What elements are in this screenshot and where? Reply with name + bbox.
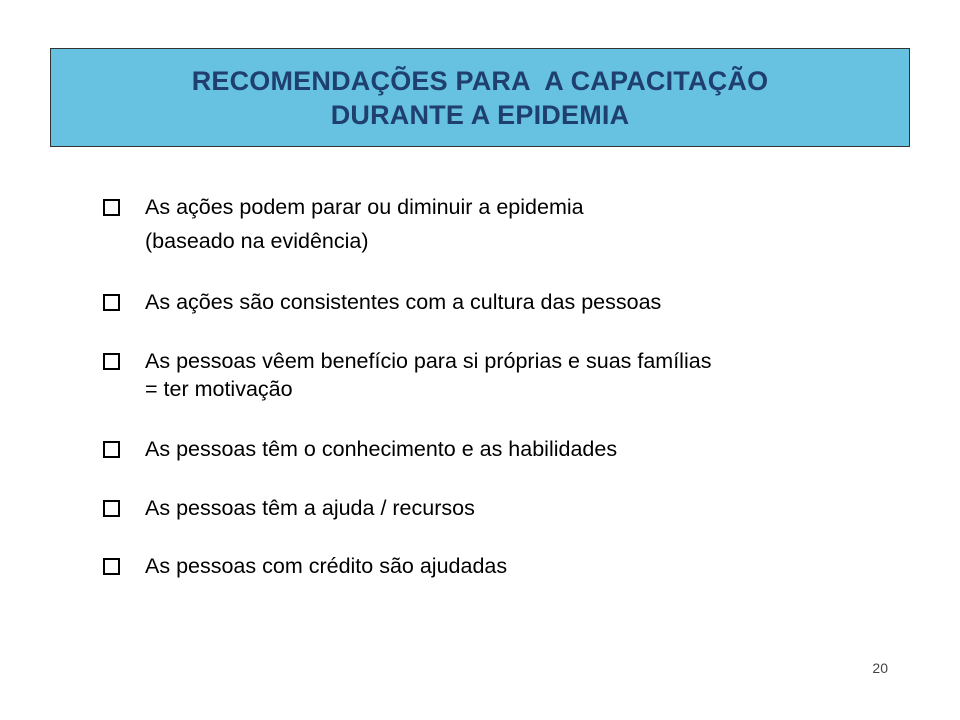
bullet-continuation-line: (baseado na evidência) bbox=[145, 229, 369, 253]
bullet-text bbox=[145, 346, 711, 405]
bullet-text bbox=[145, 434, 617, 465]
bullet-text bbox=[145, 287, 661, 318]
bullet-item-4 bbox=[103, 434, 903, 465]
hollow-square-bullet-icon bbox=[103, 199, 120, 216]
bullet-line: As pessoas têm a ajuda / recursos bbox=[145, 496, 475, 520]
bullet-text bbox=[145, 551, 507, 582]
bullet-line: As pessoas vêem benefício para si próprias e suas famílias bbox=[145, 349, 712, 373]
hollow-square-bullet-icon bbox=[103, 441, 120, 458]
hollow-square-bullet-icon bbox=[103, 294, 120, 311]
page-number: 20 bbox=[872, 660, 888, 676]
slide-title-line-2: DURANTE A EPIDEMIA bbox=[330, 99, 630, 130]
hollow-square-bullet-icon bbox=[103, 558, 120, 575]
bullet-line: As pessoas com crédito são ajudadas bbox=[145, 554, 508, 578]
bullet-item-1 bbox=[103, 192, 903, 257]
title-banner bbox=[50, 48, 910, 147]
bullet-line: As pessoas têm o conhecimento e as habilidades bbox=[145, 437, 618, 461]
bullet-item-2 bbox=[103, 287, 903, 318]
bullet-continuation-line: = ter motivação bbox=[145, 377, 293, 401]
bullet-item-5 bbox=[103, 493, 903, 524]
bullet-line: As ações podem parar ou diminuir a epidemia bbox=[145, 195, 584, 219]
bullet-item-6 bbox=[103, 551, 903, 582]
hollow-square-bullet-icon bbox=[103, 500, 120, 517]
bullet-text bbox=[145, 493, 475, 524]
bullet-line: As ações são consistentes com a cultura das pessoas bbox=[145, 290, 662, 314]
bullet-item-3 bbox=[103, 346, 903, 405]
slide-title-line-1: RECOMENDAÇÕES PARA A CAPACITAÇÃO bbox=[191, 65, 769, 96]
hollow-square-bullet-icon bbox=[103, 353, 120, 370]
bullet-text bbox=[145, 192, 584, 257]
